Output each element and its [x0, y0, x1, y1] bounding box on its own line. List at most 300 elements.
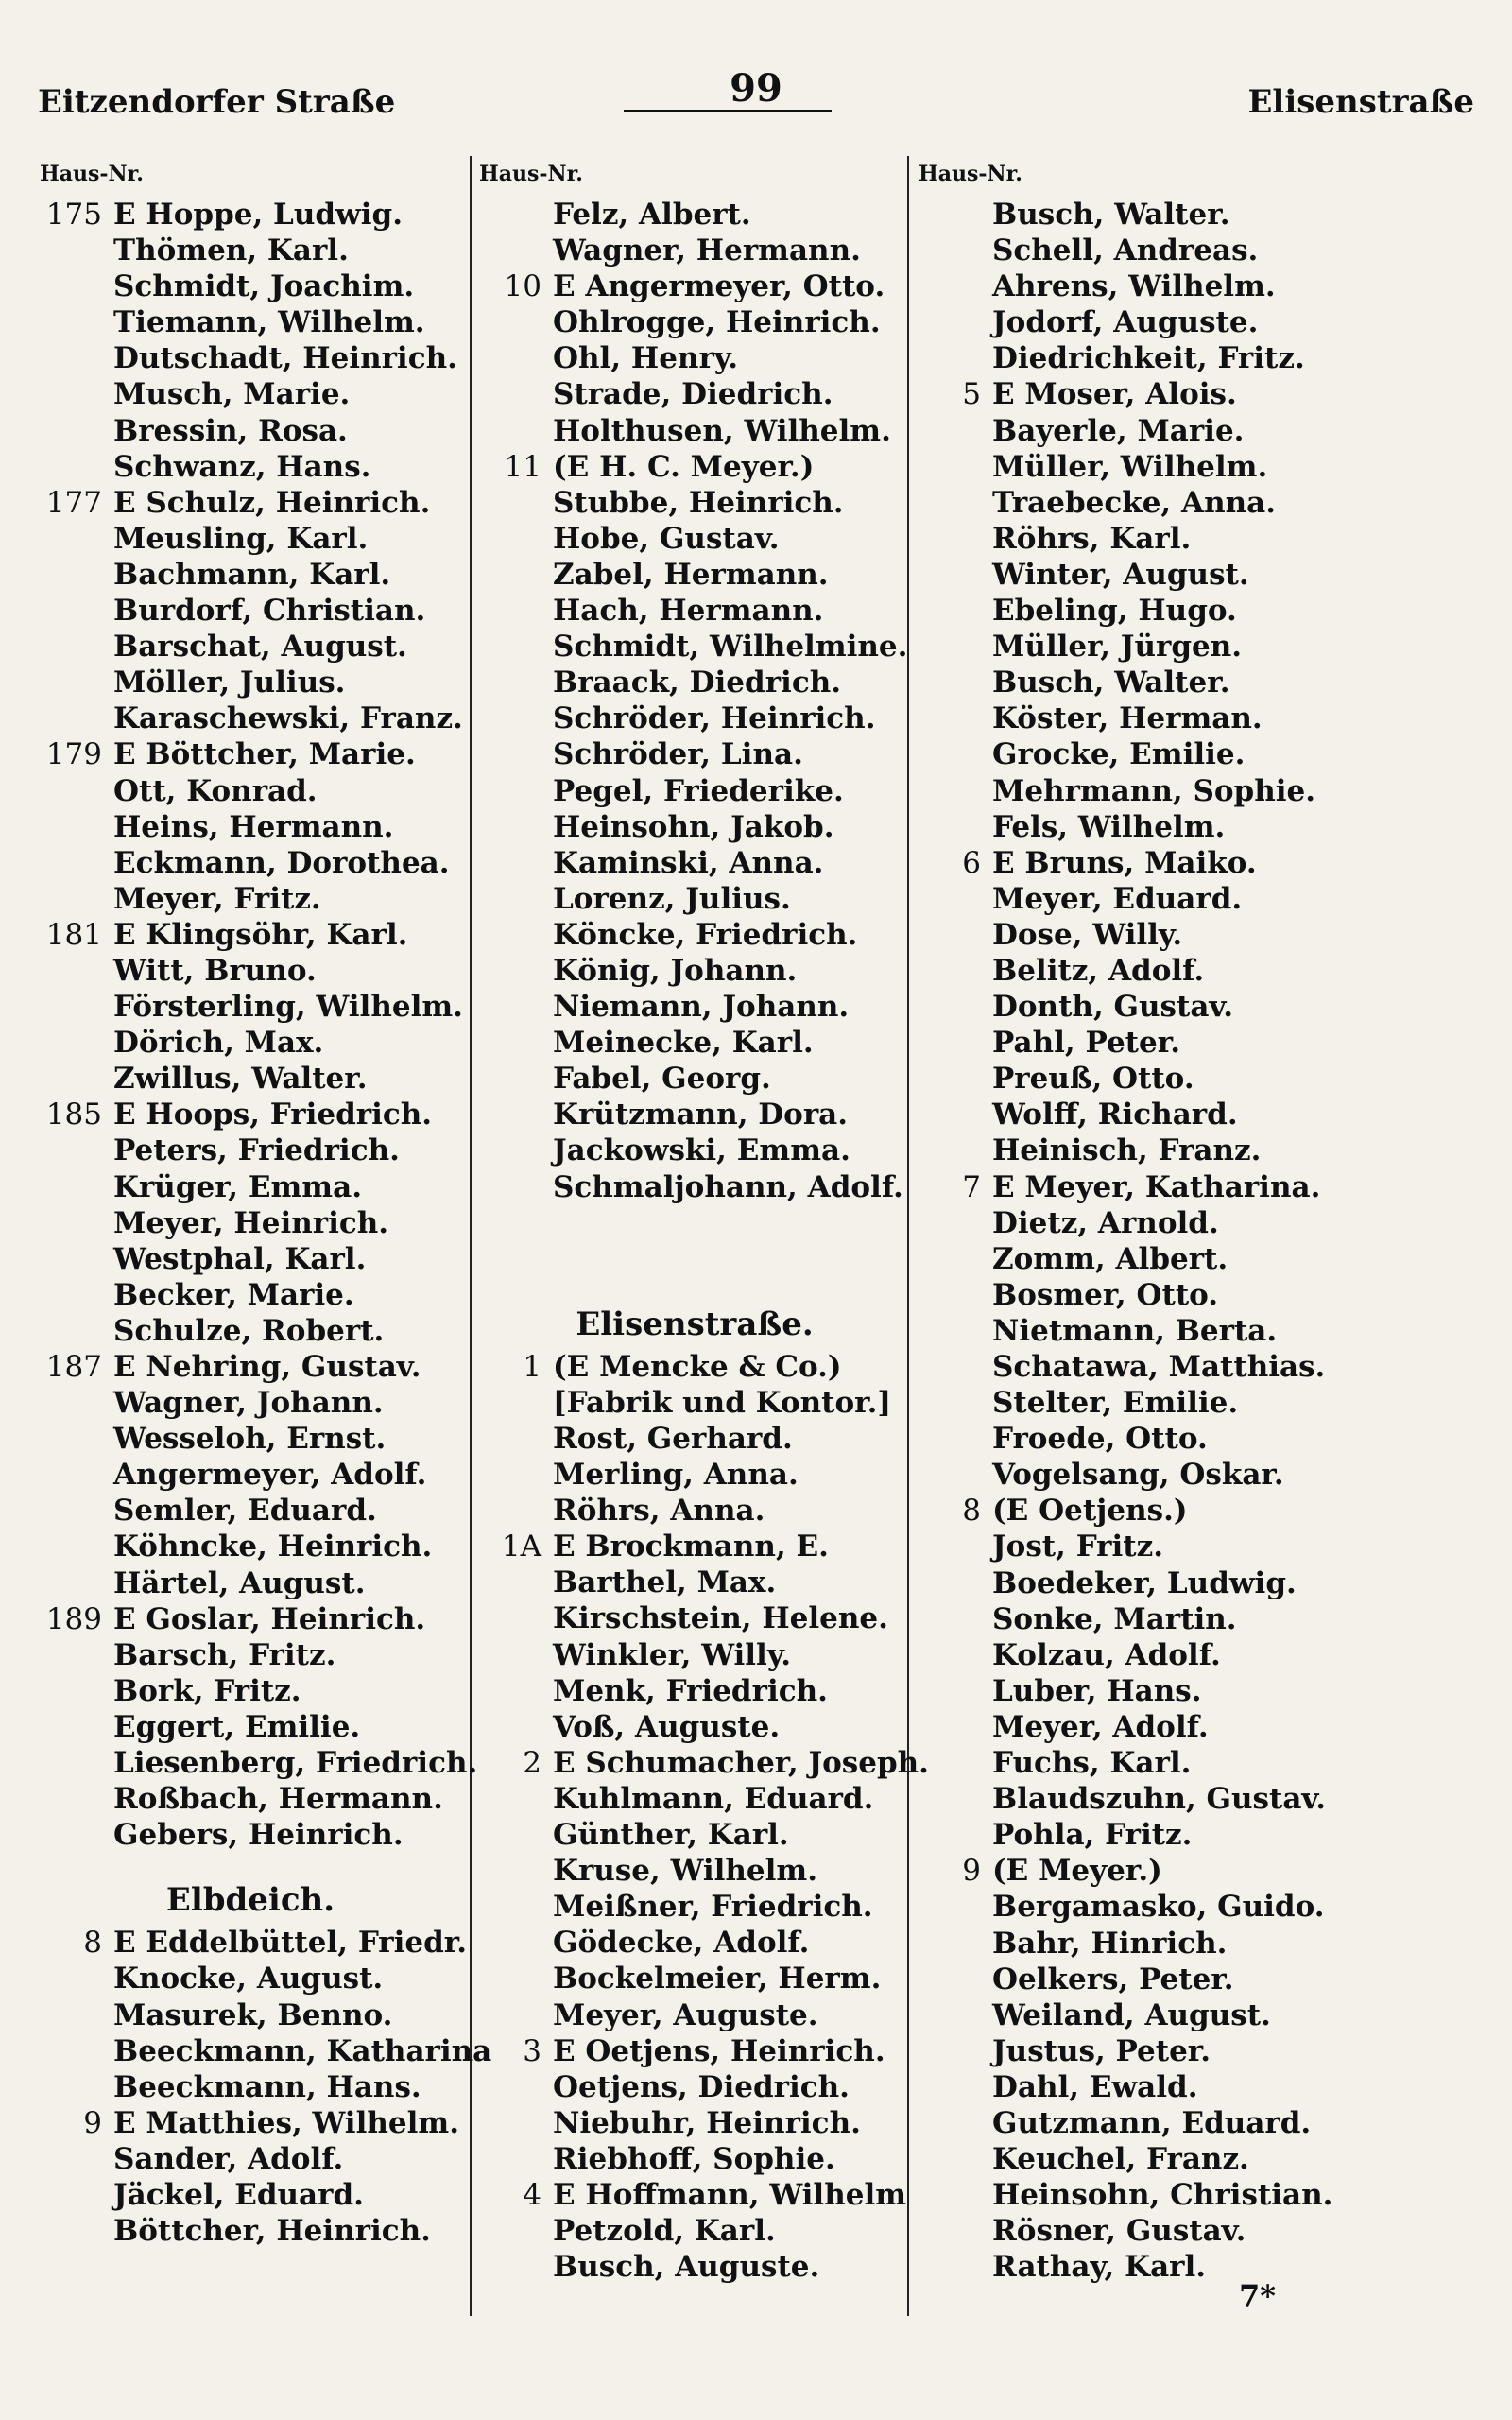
resident-name: [Fabrik und Kontor.]: [553, 1385, 892, 1420]
resident-name: E Goslar, Heinrich.: [113, 1601, 426, 1636]
resident-name: Barschat, August.: [113, 630, 407, 665]
resident-name: Oetjens, Diedrich.: [553, 2069, 850, 2104]
directory-entry: [917, 2105, 1351, 2141]
resident-name: Witt, Bruno.: [113, 953, 317, 988]
directory-entry: [477, 1493, 912, 1529]
resident-name: Fels, Wilhelm.: [992, 809, 1226, 844]
resident-name: Meyer, Heinrich.: [113, 1205, 389, 1240]
resident-name: Gebers, Heinrich.: [113, 1818, 404, 1853]
resident-name: Becker, Marie.: [113, 1277, 354, 1312]
resident-name: Semler, Eduard.: [113, 1494, 377, 1529]
directory-entry: [477, 1889, 912, 1925]
resident-name: Lorenz, Julius.: [553, 881, 791, 916]
resident-name: Justus, Peter.: [992, 2033, 1211, 2068]
directory-entry: [477, 1564, 912, 1600]
directory-entry: [917, 845, 1351, 881]
resident-name: Zomm, Albert.: [992, 1241, 1228, 1276]
column-divider: [470, 156, 472, 2316]
resident-name: Dörich, Max.: [113, 1026, 324, 1061]
resident-name: Nietmann, Berta.: [992, 1313, 1278, 1348]
directory-entry: [477, 1025, 912, 1061]
resident-name: E Schumacher, Joseph.: [553, 1745, 929, 1780]
directory-entry: [38, 1493, 463, 1529]
directory-entry: [477, 1529, 912, 1564]
directory-entry: [477, 845, 912, 881]
directory-entry: [917, 413, 1351, 449]
directory-entry: [477, 268, 912, 304]
resident-name: Stelter, Emilie.: [992, 1386, 1239, 1421]
directory-entry: [917, 1926, 1351, 1962]
directory-entry: [477, 917, 912, 953]
directory-entry: [477, 1637, 912, 1673]
directory-entry: [917, 773, 1351, 809]
directory-entry: [917, 1745, 1351, 1781]
directory-entry: [38, 197, 463, 233]
resident-name: Ebeling, Hugo.: [992, 594, 1237, 629]
resident-name: E Böttcher, Marie.: [113, 737, 416, 772]
house-number: 10: [504, 269, 541, 304]
resident-name: Dietz, Arnold.: [992, 1205, 1219, 1240]
resident-name: Meyer, Adolf.: [992, 1709, 1209, 1744]
resident-name: Müller, Jürgen.: [992, 630, 1243, 665]
resident-name: Röhrs, Anna.: [553, 1494, 765, 1529]
header-right-street: Elisenstraße: [1247, 83, 1474, 121]
resident-name: Ott, Konrad.: [113, 773, 318, 808]
resident-name: Röhrs, Karl.: [992, 521, 1192, 556]
resident-name: Jodorf, Auguste.: [992, 305, 1259, 340]
directory-entry: [38, 1961, 463, 1996]
resident-name: Pegel, Friederike.: [553, 773, 844, 808]
directory-entry: [38, 1457, 463, 1493]
resident-name: Wesseloh, Ernst.: [113, 1422, 387, 1457]
directory-entry: [917, 485, 1351, 521]
resident-name: Peters, Friedrich.: [113, 1133, 400, 1168]
directory-entry: [38, 1241, 463, 1277]
resident-name: E Oetjens, Heinrich.: [553, 2033, 885, 2068]
house-number: 1A: [501, 1530, 541, 1564]
resident-name: Busch, Walter.: [992, 198, 1230, 232]
resident-name: Meyer, Auguste.: [553, 1997, 818, 2032]
directory-entry: [38, 1421, 463, 1457]
resident-name: Traebecke, Anna.: [992, 485, 1277, 520]
directory-entry: [38, 2069, 463, 2105]
resident-name: Schmaljohann, Adolf.: [553, 1169, 903, 1204]
directory-entry: [38, 1385, 463, 1421]
resident-name: E Eddelbüttel, Friedr.: [113, 1926, 468, 1961]
directory-entry: [38, 881, 463, 917]
directory-entry: [477, 1169, 912, 1205]
resident-name: Liesenberg, Friedrich.: [113, 1746, 478, 1781]
directory-entry: [917, 593, 1351, 629]
directory-entry: [917, 1781, 1351, 1817]
resident-name: E Hoppe, Ludwig.: [113, 198, 403, 232]
resident-name: Schatawa, Matthias.: [992, 1350, 1326, 1384]
directory-entry: [38, 2141, 463, 2177]
resident-name: Zwillus, Walter.: [113, 1062, 368, 1097]
resident-name: Jäckel, Eduard.: [113, 2177, 364, 2212]
directory-entry: [917, 1025, 1351, 1061]
resident-name: Kuhlmann, Eduard.: [553, 1781, 874, 1816]
directory-entry: [917, 809, 1351, 845]
directory-entry: [38, 1313, 463, 1349]
directory-entry: [917, 1817, 1351, 1853]
resident-name: Försterling, Wilhelm.: [113, 990, 463, 1025]
resident-name: Bosmer, Otto.: [992, 1277, 1219, 1312]
directory-entry: [477, 1709, 912, 1745]
directory-entry: [38, 1277, 463, 1313]
directory-entry: [917, 2177, 1351, 2213]
directory-entry: [917, 449, 1351, 485]
directory-entry: [477, 2177, 912, 2213]
directory-entry: [477, 1132, 912, 1168]
house-number: 8: [962, 1494, 981, 1529]
house-number: 175: [45, 198, 102, 232]
directory-entry: [38, 665, 463, 700]
resident-name: Gödecke, Adolf.: [553, 1926, 810, 1961]
resident-name: Strade, Diedrich.: [553, 377, 833, 412]
resident-name: Schwanz, Hans.: [113, 449, 371, 484]
resident-name: Sander, Adolf.: [113, 2141, 344, 2176]
directory-entry: [917, 1205, 1351, 1241]
column-header: Haus-Nr.: [919, 162, 1022, 186]
resident-name: Heinsohn, Christian.: [992, 2178, 1333, 2213]
directory-entry: [38, 1132, 463, 1168]
directory-entry: [477, 1600, 912, 1636]
resident-name: Oelkers, Peter.: [992, 1962, 1234, 1996]
resident-name: Winkler, Willy.: [553, 1637, 792, 1672]
directory-entry: [38, 1673, 463, 1709]
resident-name: E Angermeyer, Otto.: [553, 269, 885, 304]
resident-name: Gutzmann, Eduard.: [992, 2105, 1312, 2140]
resident-name: Köster, Herman.: [992, 701, 1263, 736]
resident-name: Donth, Gustav.: [992, 990, 1234, 1025]
directory-entry: [917, 1493, 1351, 1529]
resident-name: Schmidt, Wilhelmine.: [553, 630, 908, 665]
directory-entry: [38, 1529, 463, 1564]
directory-entry: [917, 1169, 1351, 1205]
resident-name: Dahl, Ewald.: [992, 2069, 1198, 2104]
directory-entry: [917, 881, 1351, 917]
directory-entry: [917, 665, 1351, 700]
house-number: 189: [45, 1601, 102, 1636]
resident-name: Kirschstein, Helene.: [553, 1601, 888, 1636]
resident-name: Bockelmeier, Herm.: [553, 1962, 882, 1996]
resident-name: Fabel, Georg.: [553, 1062, 771, 1097]
directory-entry: [38, 557, 463, 593]
directory-entry: [477, 1745, 929, 1781]
resident-name: Schmidt, Joachim.: [113, 269, 415, 304]
house-number: 8: [83, 1926, 102, 1961]
resident-name: Rösner, Gustav.: [992, 2214, 1246, 2249]
directory-entry: [38, 1601, 463, 1637]
resident-name: Burdorf, Christian.: [113, 594, 426, 629]
resident-name: Grocke, Emilie.: [992, 737, 1246, 772]
resident-name: Günther, Karl.: [553, 1818, 789, 1853]
resident-name: Beeckmann, Katharina: [113, 2033, 492, 2068]
resident-name: Braack, Diedrich.: [553, 666, 842, 700]
column-3: [917, 151, 1351, 2285]
directory-entry: [38, 629, 463, 665]
directory-entry: [477, 485, 912, 521]
directory-entry: [477, 1349, 912, 1385]
resident-name: Musch, Marie.: [113, 377, 351, 412]
resident-name: Rathay, Karl.: [992, 2250, 1207, 2285]
resident-name: Voß, Auguste.: [553, 1709, 781, 1744]
directory-entry: [38, 773, 463, 809]
resident-name: Schröder, Heinrich.: [553, 701, 876, 736]
directory-entry: [477, 1781, 912, 1817]
resident-name: Angermeyer, Adolf.: [113, 1458, 427, 1493]
house-number: 187: [45, 1350, 102, 1384]
directory-entry: [477, 1457, 912, 1493]
resident-name: Beeckmann, Hans.: [113, 2069, 421, 2104]
directory-entry: [917, 304, 1351, 340]
resident-name: Bork, Fritz.: [113, 1673, 301, 1708]
directory-entry: [477, 1925, 912, 1961]
directory-entry: [477, 1241, 912, 1277]
resident-name: Preuß, Otto.: [992, 1062, 1194, 1097]
resident-name: Bahr, Hinrich.: [992, 1926, 1228, 1961]
directory-entry: [38, 1745, 478, 1781]
resident-name: Busch, Walter.: [992, 666, 1230, 700]
directory-entry: [477, 629, 912, 665]
directory-entry: [477, 881, 912, 917]
directory-entry: [917, 953, 1351, 989]
resident-name: Kruse, Wilhelm.: [553, 1854, 818, 1889]
resident-name: Eggert, Emilie.: [113, 1709, 361, 1744]
resident-name: (E Mencke & Co.): [553, 1349, 842, 1384]
directory-entry: [477, 1853, 912, 1889]
resident-name: Krützmann, Dora.: [553, 1098, 849, 1132]
directory-entry: [917, 197, 1351, 233]
directory-entry: [917, 1529, 1351, 1564]
resident-name: E Nehring, Gustav.: [113, 1350, 421, 1384]
resident-name: E Meyer, Katharina.: [992, 1169, 1321, 1204]
resident-name: Krüger, Emma.: [113, 1169, 362, 1204]
header-rule: [624, 110, 832, 112]
resident-name: Felz, Albert.: [553, 198, 751, 232]
resident-name: Weiland, August.: [992, 1997, 1271, 2032]
directory-entry: [38, 809, 463, 845]
resident-name: Masurek, Benno.: [113, 1997, 393, 2032]
directory-entry: [38, 700, 463, 736]
resident-name: Luber, Hans.: [992, 1673, 1202, 1708]
directory-entry: [917, 700, 1351, 736]
column-header: Haus-Nr.: [479, 162, 583, 186]
directory-entry: [917, 1277, 1351, 1313]
directory-entry: [477, 2141, 912, 2177]
resident-name: Härtel, August.: [113, 1565, 366, 1600]
header-left-street: Eitzendorfer Straße: [38, 83, 396, 121]
resident-name: König, Johann.: [553, 953, 798, 988]
house-number: 4: [523, 2177, 541, 2212]
directory-entry: [477, 2249, 912, 2285]
resident-name: Meyer, Eduard.: [992, 881, 1243, 916]
resident-name: Tiemann, Wilhelm.: [113, 305, 425, 340]
house-number: 11: [504, 449, 541, 484]
resident-name: (E H. C. Meyer.): [553, 449, 815, 484]
resident-name: Wagner, Johann.: [113, 1386, 384, 1421]
directory-entry: [477, 2069, 912, 2105]
resident-name: E Klingsöhr, Karl.: [113, 917, 408, 952]
directory-entry: [917, 1061, 1351, 1097]
street-section-heading: Elbdeich.: [165, 1881, 335, 1920]
directory-entry: [38, 845, 463, 881]
resident-name: Vogelsang, Oskar.: [992, 1458, 1284, 1493]
resident-name: Hach, Hermann.: [553, 594, 824, 629]
directory-entry: [38, 268, 463, 304]
house-number: 181: [45, 917, 102, 952]
directory-entry: [477, 1385, 912, 1421]
directory-entry: [917, 2141, 1351, 2177]
directory-entry: [477, 1961, 912, 1996]
directory-entry: [917, 1421, 1351, 1457]
directory-entry: [917, 989, 1351, 1025]
resident-name: E Hoffmann, Wilhelm: [553, 2177, 907, 2212]
resident-name: Bergamasko, Guido.: [992, 1890, 1325, 1925]
directory-entry: [38, 521, 463, 557]
directory-entry: [477, 1673, 912, 1709]
directory-entry: [917, 1565, 1351, 1601]
resident-name: Riebhoff, Sophie.: [553, 2141, 835, 2176]
directory-entry: [917, 629, 1351, 665]
street-section-heading: Elisenstraße.: [576, 1305, 814, 1343]
directory-entry: [917, 1889, 1351, 1925]
directory-entry: [917, 340, 1351, 376]
resident-name: Meißner, Friedrich.: [553, 1890, 873, 1925]
resident-name: E Matthies, Wilhelm.: [113, 2105, 459, 2140]
directory-entry: [38, 1025, 463, 1061]
directory-entry: [477, 2105, 912, 2141]
directory-entry: [477, 2213, 912, 2249]
house-number: 7: [962, 1169, 981, 1204]
directory-entry: [38, 2213, 463, 2249]
resident-name: E Brockmann, E.: [553, 1530, 829, 1564]
resident-name: Heins, Hermann.: [113, 809, 394, 844]
resident-name: Eckmann, Dorothea.: [113, 845, 450, 880]
directory-entry: [477, 773, 912, 809]
column-1: [38, 151, 492, 2249]
resident-name: Belitz, Adolf.: [992, 953, 1205, 988]
resident-name: Heinsohn, Jakob.: [553, 809, 834, 844]
directory-entry: [477, 197, 912, 233]
directory-entry: [477, 593, 912, 629]
resident-name: Sonke, Martin.: [992, 1601, 1237, 1636]
directory-entry: [477, 2033, 912, 2069]
resident-name: Hobe, Gustav.: [553, 521, 780, 556]
resident-name: Thömen, Karl.: [113, 233, 349, 268]
directory-entry: [38, 340, 463, 376]
directory-entry: [38, 1349, 463, 1385]
directory-entry: [38, 233, 463, 268]
resident-name: Diedrichkeit, Fritz.: [992, 341, 1305, 376]
directory-entry: [477, 557, 912, 593]
resident-name: Meusling, Karl.: [113, 521, 369, 556]
resident-name: Rost, Gerhard.: [553, 1422, 793, 1456]
directory-entry: [477, 1817, 912, 1853]
resident-name: Westphal, Karl.: [113, 1241, 367, 1276]
directory-entry: [38, 413, 463, 449]
resident-name: Ohlrogge, Heinrich.: [553, 305, 881, 340]
directory-entry: [38, 1997, 463, 2033]
directory-entry: [38, 593, 463, 629]
resident-name: Pahl, Peter.: [992, 1026, 1180, 1061]
directory-entry: [917, 917, 1351, 953]
resident-name: (E Meyer.): [992, 1854, 1162, 1889]
resident-name: Stubbe, Heinrich.: [553, 485, 844, 520]
house-number: 9: [962, 1854, 981, 1889]
resident-name: Jackowski, Emma.: [553, 1133, 850, 1168]
resident-name: Karaschewski, Franz.: [113, 701, 463, 736]
directory-entry: [477, 989, 912, 1025]
directory-entry: [917, 1709, 1351, 1745]
directory-entry: [917, 1385, 1351, 1421]
resident-name: E Schulz, Heinrich.: [113, 485, 431, 520]
house-number: 1: [523, 1349, 541, 1384]
resident-name: Fuchs, Karl.: [992, 1746, 1192, 1781]
directory-entry: [917, 1313, 1351, 1349]
directory-entry: [38, 1097, 463, 1132]
resident-name: Müller, Wilhelm.: [992, 449, 1268, 484]
column-2: [477, 151, 929, 2285]
directory-entry: [38, 304, 463, 340]
resident-name: Ahrens, Wilhelm.: [992, 269, 1276, 304]
directory-entry: [38, 485, 463, 521]
directory-entry: [917, 2033, 1351, 2069]
directory-entry: [917, 1962, 1351, 1997]
directory-entry: [917, 1997, 1351, 2033]
resident-name: Barthel, Max.: [553, 1565, 777, 1600]
resident-name: E Hoops, Friedrich.: [113, 1098, 433, 1132]
resident-name: Heinisch, Franz.: [992, 1133, 1262, 1168]
directory-entry: [477, 665, 912, 700]
house-number: 9: [83, 2105, 102, 2140]
directory-entry: [477, 809, 912, 845]
resident-name: Petzold, Karl.: [553, 2214, 776, 2249]
resident-name: Schröder, Lina.: [553, 737, 803, 772]
resident-name: Böttcher, Heinrich.: [113, 2214, 431, 2249]
directory-entry: [917, 2069, 1351, 2105]
directory-entry: [917, 1349, 1351, 1385]
resident-name: Bressin, Rosa.: [113, 413, 348, 448]
directory-entry: [38, 1169, 463, 1205]
directory-entry: [917, 736, 1351, 772]
resident-name: Meinecke, Karl.: [553, 1026, 814, 1061]
directory-entry: [917, 1241, 1351, 1277]
house-number: 2: [523, 1745, 541, 1780]
directory-entry: [477, 1097, 912, 1132]
resident-name: Möller, Julius.: [113, 666, 346, 700]
resident-name: Roßbach, Hermann.: [113, 1782, 443, 1817]
resident-name: Schell, Andreas.: [992, 233, 1259, 268]
directory-entry: [38, 1781, 463, 1817]
directory-entry: [917, 1601, 1351, 1637]
resident-name: Menk, Friedrich.: [553, 1673, 828, 1708]
directory-entry: [38, 953, 463, 989]
directory-entry: [38, 449, 463, 485]
directory-entry: [477, 1997, 912, 2033]
directory-entry: [38, 736, 463, 772]
directory-entry: [38, 2177, 463, 2213]
directory-entry: [477, 700, 912, 736]
resident-name: Busch, Auguste.: [553, 2250, 820, 2285]
directory-entry: [477, 449, 912, 485]
house-number: 179: [45, 737, 102, 772]
directory-entry: [477, 1205, 912, 1241]
signature-mark: 7*: [1239, 2278, 1276, 2314]
directory-entry: [917, 233, 1351, 268]
resident-name: Wolff, Richard.: [992, 1098, 1238, 1132]
